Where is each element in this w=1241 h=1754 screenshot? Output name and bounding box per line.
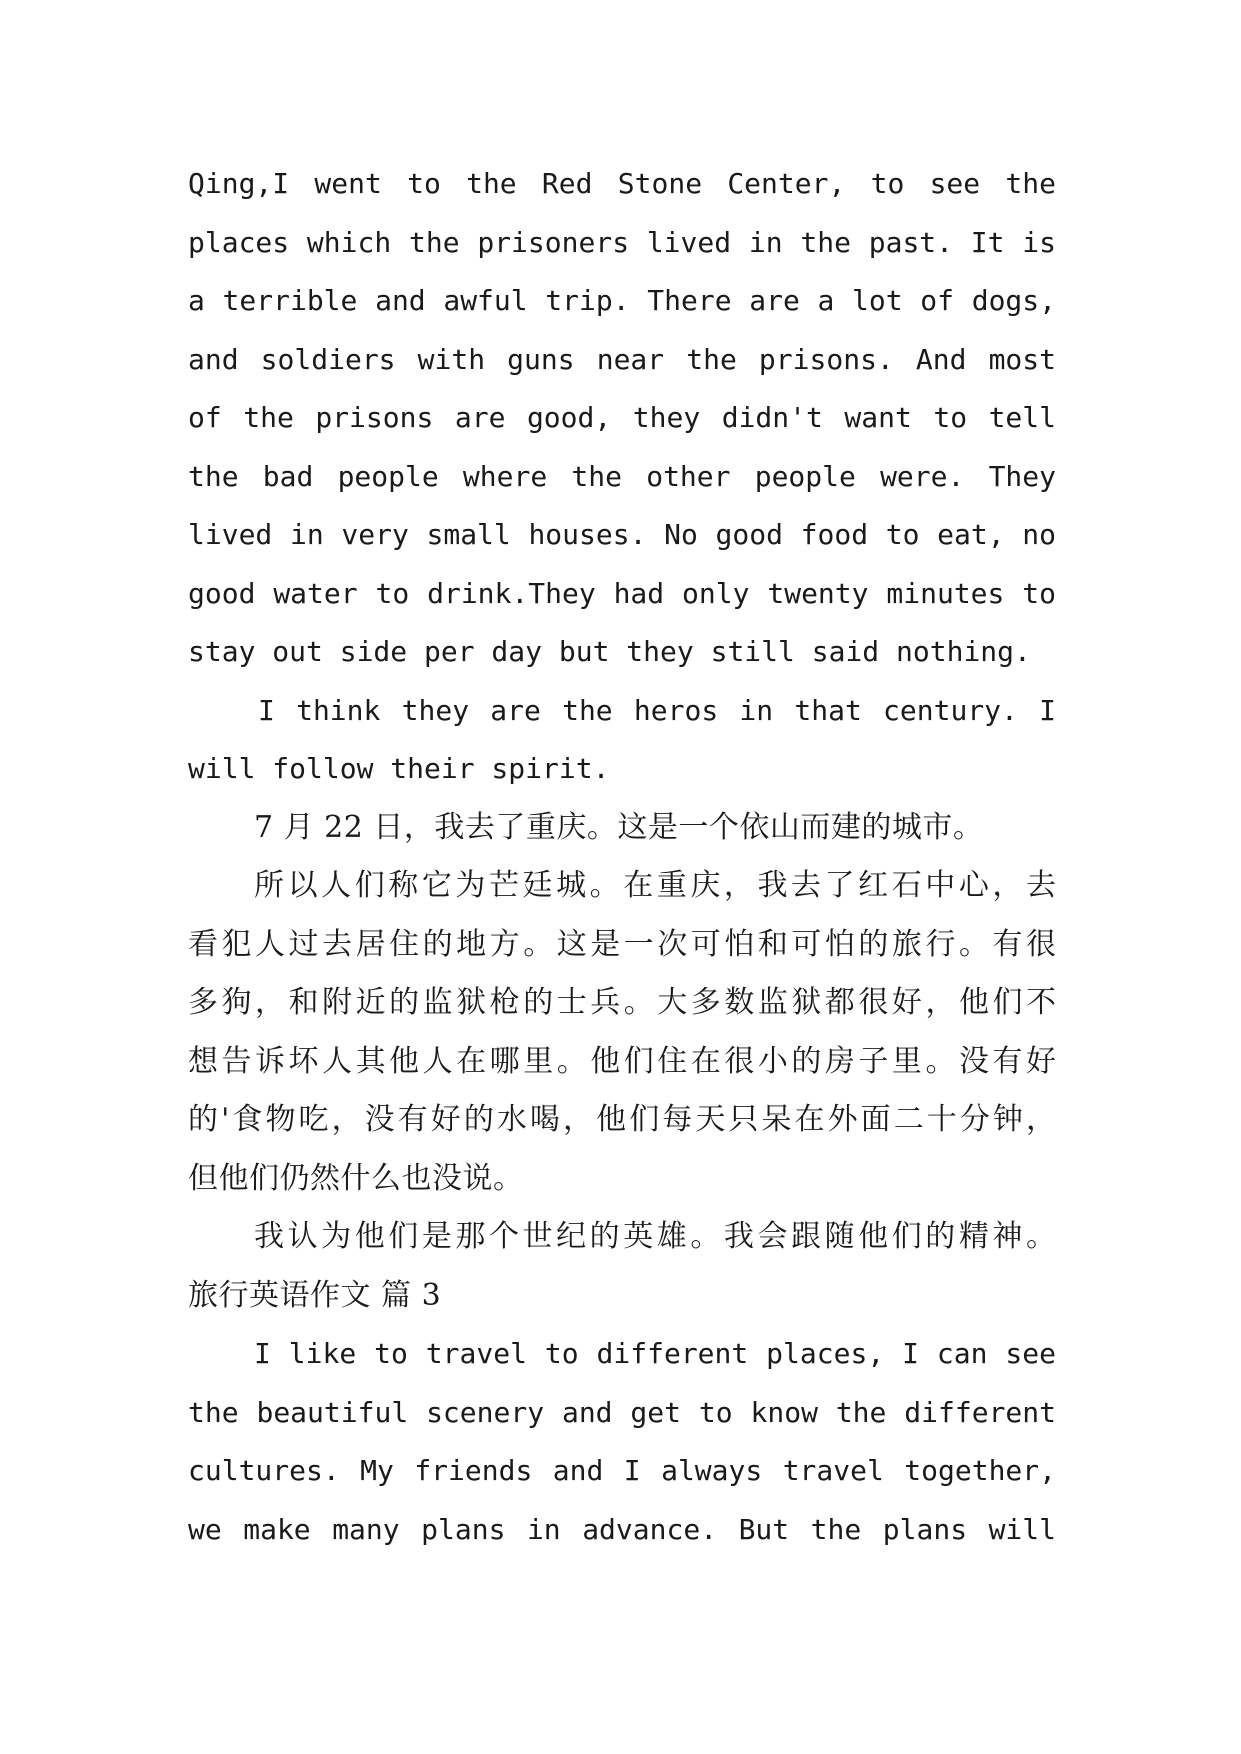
text-line: the bad people where the other people were. They: [188, 459, 1056, 493]
text-line: lived in very small houses. No good food to eat, no: [188, 518, 1056, 551]
text-line: I like to travel to different places, I can see: [254, 1337, 1056, 1370]
text-line: and soldiers with guns near the prisons. And most: [188, 342, 1056, 376]
document-page: [188, 155, 1056, 1559]
text-line: 我认为他们是那个世纪的英雄。我会跟随他们的精神。: [254, 1219, 1056, 1254]
text-line: we make many plans in advance. But the plans will: [188, 1512, 1056, 1546]
text-line: 看犯人过去居住的地方。这是一次可怕和可怕的旅行。有很: [188, 926, 1056, 962]
paragraph-en-2: [188, 682, 1056, 799]
paragraph-cn-2: [188, 857, 1056, 1208]
text-line: places which the prisoners lived in the past. It is: [188, 225, 1056, 259]
text-line: of the prisons are good, they didn't want to tell: [188, 401, 1056, 434]
text-line: the beautiful scenery and get to know the different: [188, 1395, 1056, 1429]
text-line: stay out side per day but they still said nothing.: [188, 635, 1031, 668]
text-line: I think they are the heros in that century. I: [258, 693, 1056, 727]
text-line: good water to drink.They had only twenty minutes to: [188, 576, 1056, 610]
section-heading: 旅行英语作文 篇 3: [188, 1277, 442, 1313]
text-line: a terrible and awful trip. There are a lot of dogs,: [188, 284, 1056, 317]
paragraph-cn-3: [188, 1208, 1056, 1267]
text-line: will follow their spirit.: [188, 752, 610, 785]
paragraph-en-1: [188, 155, 1056, 682]
paragraph-cn-1: [188, 799, 1056, 858]
text-line: 7 月 22 日，我去了重庆。这是一个依山而建的城市。: [254, 809, 984, 845]
text-line: 想告诉坏人其他人在哪里。他们住在很小的房子里。没有好: [188, 1043, 1056, 1079]
text-line: 所以人们称它为芒廷城。在重庆，我去了红石中心，去: [254, 868, 1056, 903]
text-line: 的'食物吃，没有好的水喝，他们每天只呆在外面二十分钟，: [188, 1102, 1056, 1137]
text-line: Qing,I went to the Red Stone Center, to see the: [188, 167, 1056, 200]
text-line: 但他们仍然什么也没说。: [188, 1160, 524, 1196]
paragraph-en-3: [188, 1325, 1056, 1559]
text-line: 多狗，和附近的监狱枪的士兵。大多数监狱都很好，他们不: [188, 985, 1056, 1020]
text-line: cultures. My friends and I always travel together,: [188, 1454, 1056, 1487]
